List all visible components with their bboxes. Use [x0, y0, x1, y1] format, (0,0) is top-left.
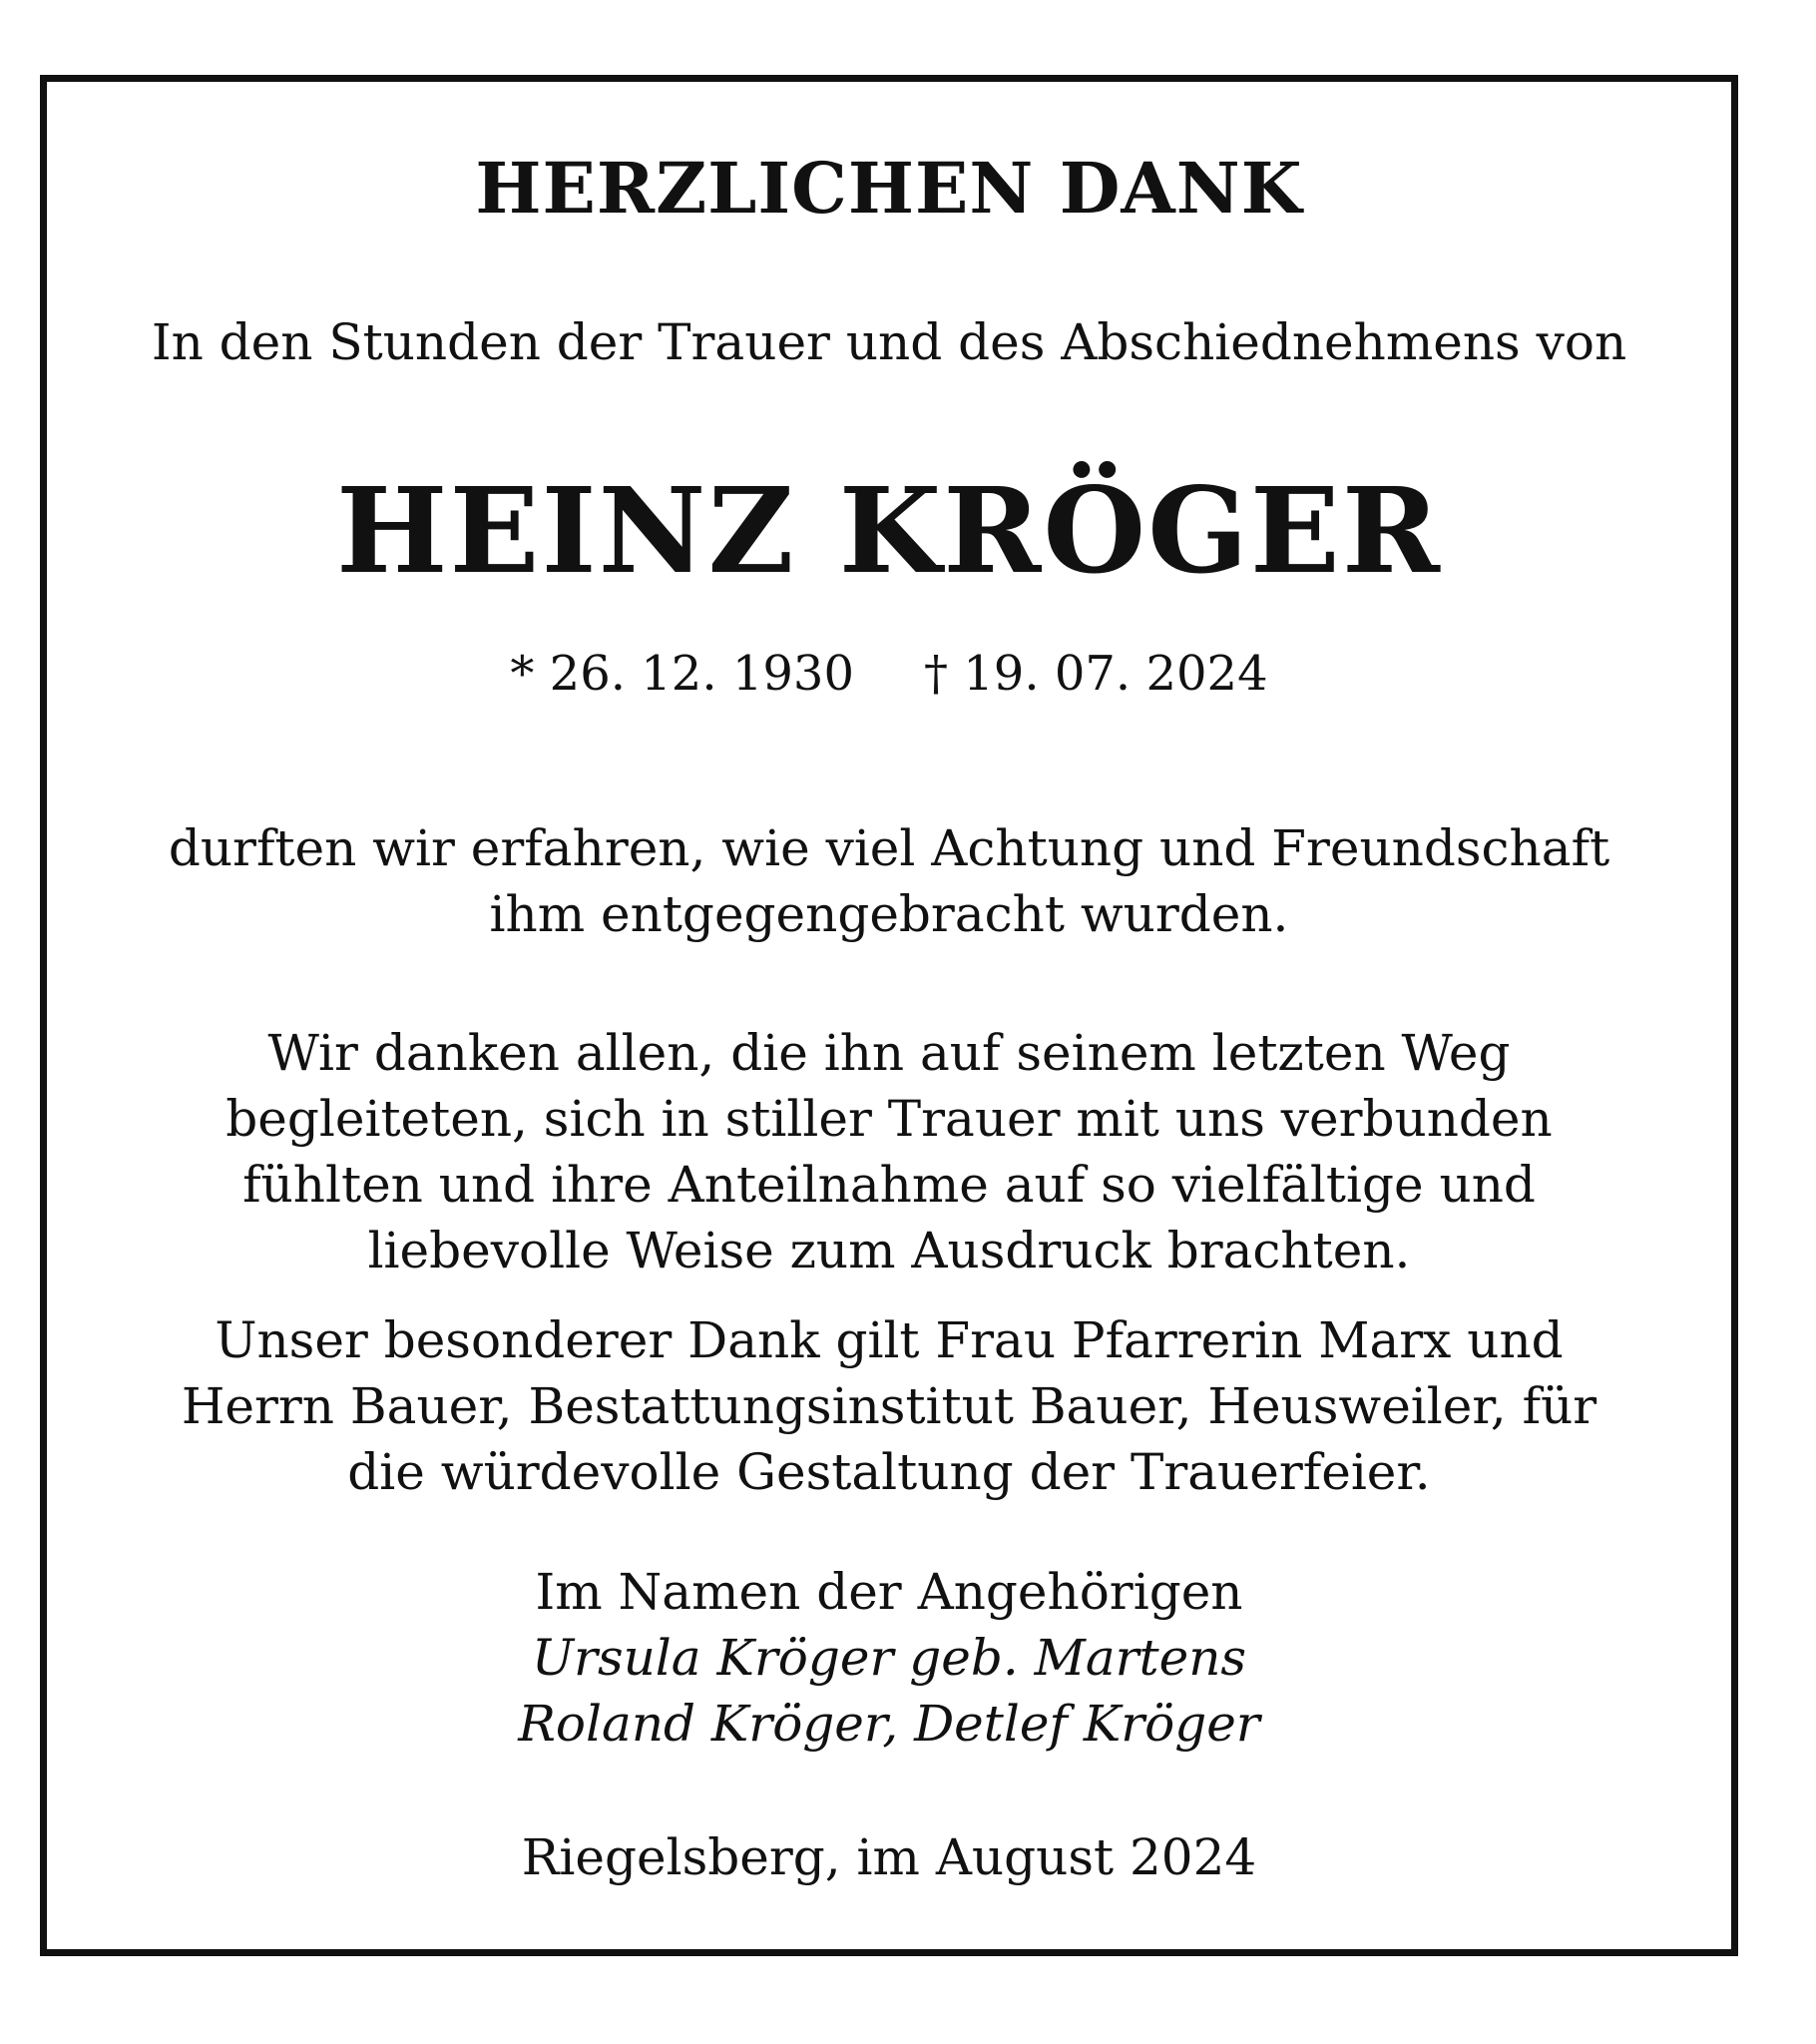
- death-date: † 19. 07. 2024: [924, 646, 1268, 702]
- gratitude-paragraph-3: [47, 1307, 1731, 1505]
- paragraph-line: liebevolle Weise zum Ausdruck brachten.: [367, 1222, 1411, 1279]
- signature-block: [47, 1559, 1731, 1757]
- signature-name: Roland Kröger, Detlef Kröger: [518, 1695, 1260, 1753]
- paragraph-line: durften wir erfahren, wie viel Achtung und Freundschaft: [168, 819, 1610, 877]
- paragraph-line: die würdevolle Gestaltung der Trauerfeier.: [347, 1443, 1431, 1501]
- deceased-name: HEINZ KRÖGER: [336, 461, 1442, 600]
- paragraph-line: Unser besonderer Dank gilt Frau Pfarrerin Marx und: [215, 1311, 1564, 1369]
- notice-frame: [40, 75, 1738, 1956]
- signature-intro: Im Namen der Angehörigen: [535, 1563, 1243, 1621]
- paragraph-line: ihm entgegengebracht wurden.: [489, 885, 1289, 943]
- paragraph-line: Wir danken allen, die ihn auf seinem letzten Weg: [267, 1024, 1511, 1082]
- intro-text: In den Stunden der Trauer und des Abschiednehmens von: [151, 313, 1627, 371]
- birth-date: * 26. 12. 1930: [510, 646, 854, 702]
- life-dates: [47, 646, 1731, 702]
- paragraph-line: Herrn Bauer, Bestattungsinstitut Bauer, Heusweiler, für: [181, 1377, 1597, 1435]
- paragraph-line: fühlten und ihre Anteilnahme auf so vielfältige und: [242, 1156, 1536, 1214]
- paragraph-line: begleiteten, sich in stiller Trauer mit uns verbunden: [226, 1090, 1553, 1148]
- gratitude-paragraph-1: [47, 815, 1731, 947]
- notice-heading: HERZLICHEN DANK: [475, 147, 1303, 230]
- gratitude-paragraph-2: [47, 1020, 1731, 1283]
- signature-name: Ursula Kröger geb. Martens: [531, 1629, 1247, 1687]
- place-date: Riegelsberg, im August 2024: [521, 1828, 1257, 1886]
